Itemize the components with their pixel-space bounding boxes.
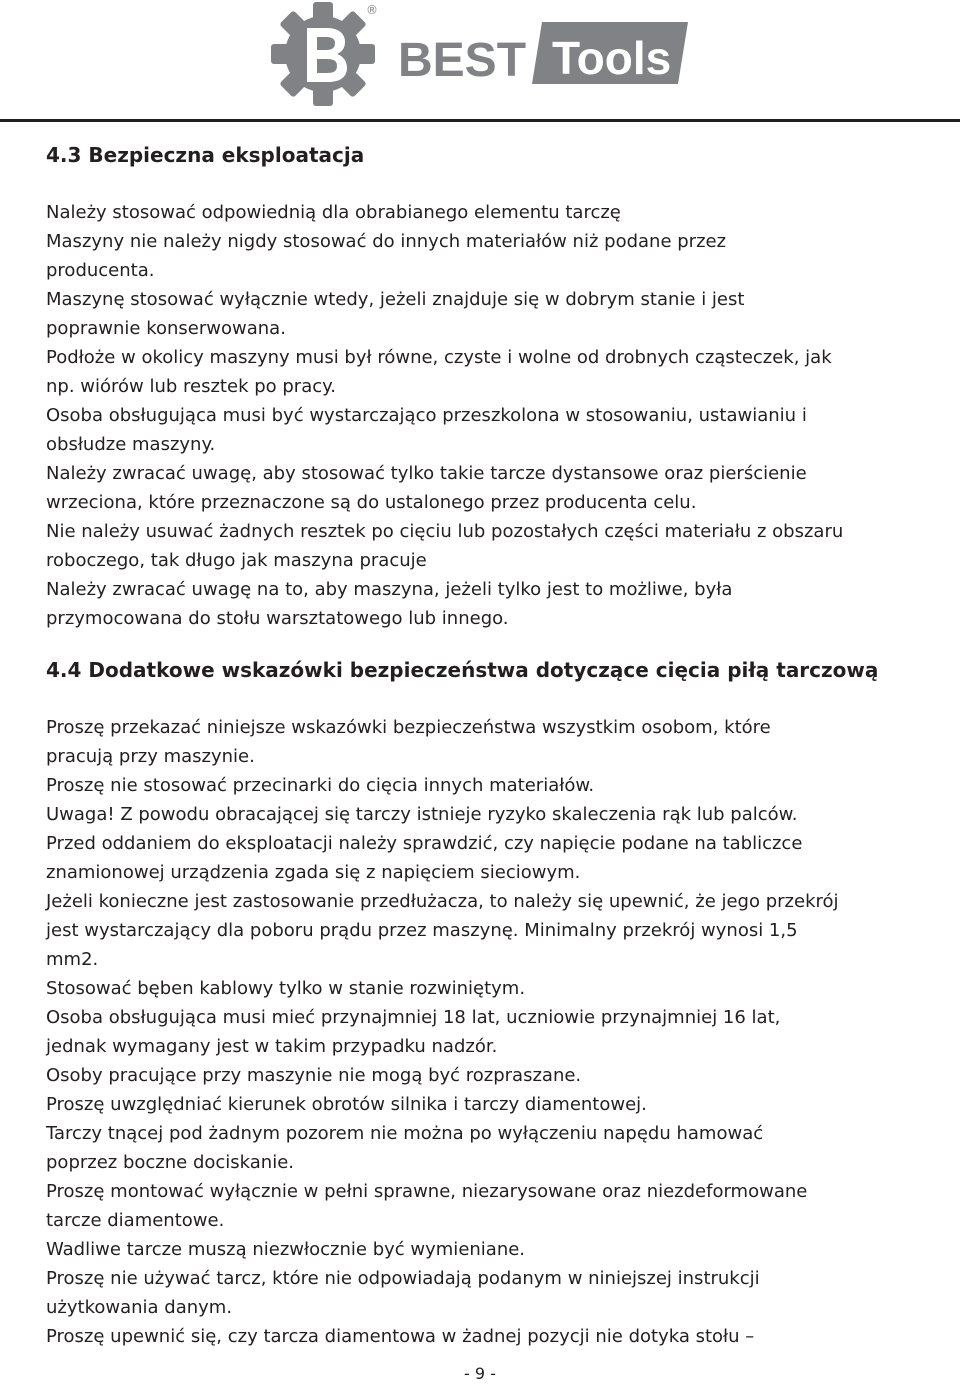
text-line: mm2. [46, 949, 99, 970]
text-line: Wadliwe tarcze muszą niezwłocznie być wymieniane. [46, 1239, 526, 1260]
text-line: Proszę upewnić się, czy tarcza diamentowa w żadnej pozycji nie dotyka stołu – [46, 1326, 755, 1347]
text-line: poprzez boczne dociskanie. [46, 1152, 295, 1173]
text-line: roboczego, tak długo jak maszyna pracuje [46, 550, 427, 571]
text-line: Uwaga! Z powodu obracającej się tarczy istnieje ryzyko skaleczenia rąk lub palców. [46, 804, 798, 825]
text-line: Maszyny nie należy nigdy stosować do innych materiałów niż podane przez [46, 231, 727, 252]
section-4-4-text [46, 713, 936, 1351]
text-line: jest wystarczający dla poboru prądu przez maszynę. Minimalny przekrój wynosi 1,5 [46, 920, 798, 941]
text-line: Proszę uwzględniać kierunek obrotów silnika i tarczy diamentowej. [46, 1094, 647, 1115]
text-line: Jeżeli konieczne jest zastosowanie przedłużacza, to należy się upewnić, że jego przekrój [46, 891, 839, 912]
text-line: Należy stosować odpowiednią dla obrabianego elementu tarczę [46, 202, 621, 223]
brand-best-text: BEST [398, 34, 527, 87]
text-line: Należy zwracać uwagę, aby stosować tylko takie tarcze dystansowe oraz pierścienie [46, 463, 807, 484]
brand-tools-text: Tools [552, 32, 672, 84]
text-line: Tarczy tnącej pod żadnym pozorem nie można po wyłączeniu napędu hamować [46, 1123, 764, 1144]
text-line: jednak wymagany jest w takim przypadku nadzór. [46, 1036, 498, 1057]
text-line: Proszę nie używać tarcz, które nie odpowiadają podanym w niniejszej instrukcji [46, 1268, 760, 1289]
text-line: np. wiórów lub resztek po pracy. [46, 376, 336, 397]
document-body [46, 140, 936, 1351]
page-number: - 9 - [464, 1364, 496, 1383]
text-line: Osoba obsługująca musi mieć przynajmniej 18 lat, uczniowie przynajmniej 16 lat, [46, 1007, 781, 1028]
section-4-3-heading: 4.3 Bezpieczna eksploatacja [46, 143, 365, 167]
text-line: pracują przy maszynie. [46, 746, 255, 767]
text-line: wrzeciona, które przeznaczone są do ustalonego przez producenta celu. [46, 492, 697, 513]
text-line: Podłoże w okolicy maszyny musi był równe, czyste i wolne od drobnych cząsteczek, jak [46, 347, 832, 368]
text-line: tarcze diamentowe. [46, 1210, 225, 1231]
text-line: poprawnie konserwowana. [46, 318, 286, 339]
text-line: Osoby pracujące przy maszynie nie mogą być rozpraszane. [46, 1065, 582, 1086]
registered-mark: ® [366, 3, 378, 17]
text-line: Osoba obsługująca musi być wystarczająco przeszkolona w stosowaniu, ustawianiu i [46, 405, 807, 426]
text-line: Nie należy usuwać żadnych resztek po cięciu lub pozostałych części materiału z obszaru [46, 521, 844, 542]
text-line: Proszę nie stosować przecinarki do cięcia innych materiałów. [46, 775, 595, 796]
section-4-4-heading: 4.4 Dodatkowe wskazówki bezpieczeństwa dotyczące cięcia piłą tarczową [46, 658, 879, 682]
text-line: Proszę montować wyłącznie w pełni sprawne, niezarysowane oraz niezdeformowane [46, 1181, 808, 1202]
text-line: przymocowana do stołu warsztatowego lub innego. [46, 608, 509, 629]
header-divider [0, 119, 960, 122]
text-line: Należy zwracać uwagę na to, aby maszyna, jeżeli tylko jest to możliwe, była [46, 579, 733, 600]
text-line: obsłudze maszyny. [46, 434, 216, 455]
section-4-3-text [46, 198, 936, 633]
text-line: Stosować bęben kablowy tylko w stanie rozwiniętym. [46, 978, 526, 999]
text-line: Proszę przekazać niniejsze wskazówki bezpieczeństwa wszystkim osobom, które [46, 717, 771, 738]
text-line: znamionowej urządzenia zgada się z napięciem sieciowym. [46, 862, 581, 883]
best-tools-logo [270, 0, 695, 108]
text-line: Maszynę stosować wyłącznie wtedy, jeżeli znajduje się w dobrym stanie i jest [46, 289, 745, 310]
text-line: Przed oddaniem do eksploatacji należy sprawdzić, czy napięcie podane na tabliczce [46, 833, 803, 854]
text-line: użytkowania danym. [46, 1297, 233, 1318]
gear-icon [271, 2, 375, 106]
text-line: producenta. [46, 260, 155, 281]
